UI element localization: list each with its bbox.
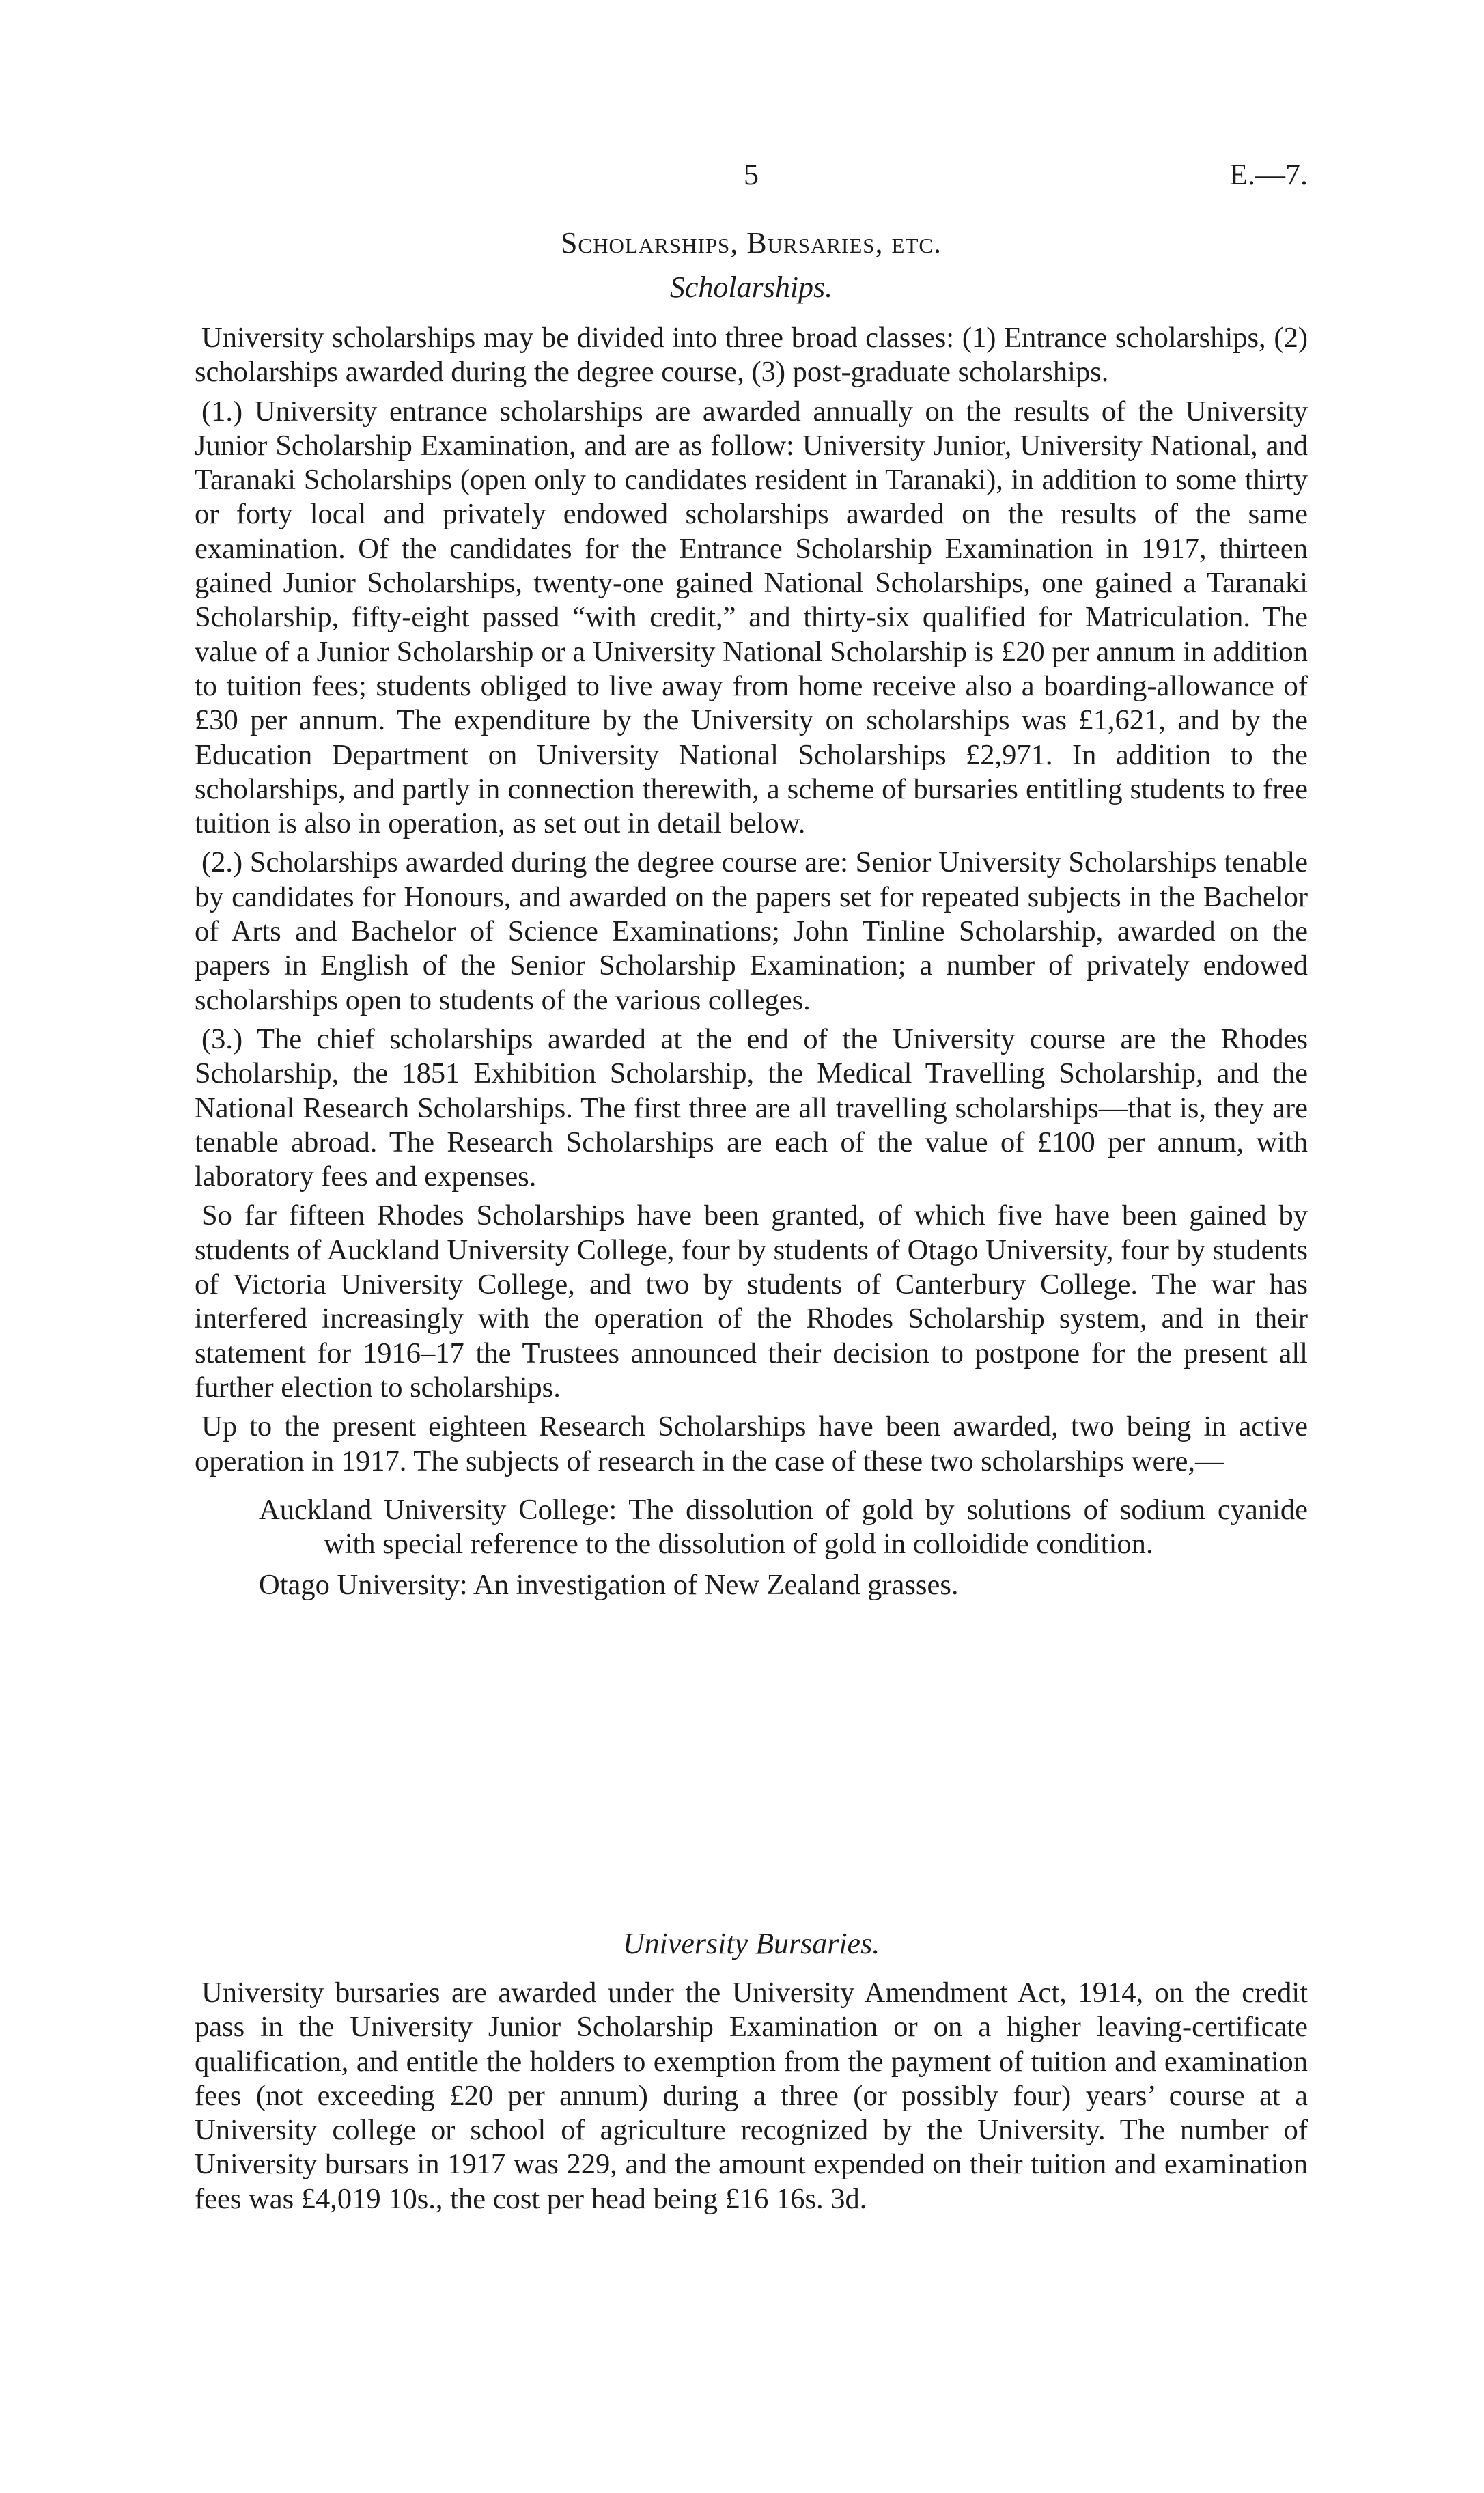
document-reference: E.—7. — [1229, 158, 1308, 191]
bursaries-body — [195, 1976, 1308, 2221]
bursaries-heading: University Bursaries. — [622, 1927, 880, 1960]
paragraph-entrance-scholarships: (1.) University entrance scholarships are awarded annually on the results of the University Junior Scholarship Examination, and are as follow: University Junior, University National, and Taranaki Scholarships (open only to candidates resident in Taranaki), in addition to some thirty or forty local and privately endowed scholarships awarded on the results of the same examination. Of the candidates for the Entrance Scholarship Examination in 1917, thirteen gained Junior Scholarships, twenty-one gained National Scholarships, one gained a Taranaki Scholarship, fifty-eight passed “with credit,” and thirty-six qualified for Matriculation. The value of a Junior Scholarship or a University National Scholarship is £20 per annum in addition to tuition fees; students obliged to live away from home receive also a boarding-allowance of £30 per annum. The expenditure by the University on scholarships was £1,621, and by the Education Department on University National Scholarships £2,971. In addition to the scholarships, and partly in connection therewith, a scheme of bursaries entitling students to free tuition is also in operation, as set out in detail below. — [195, 395, 1308, 840]
paragraph-rhodes-scholarships: So far fifteen Rhodes Scholarships have been granted, of which five have been gained by students of Auckland University College, four by students of Otago University, four by students of Victoria University College, and two by students of Canterbury College. The war has interfered increasingly with the operation of the Rhodes Scholarship system, and in their statement for 1916–17 the Trustees announced their decision to postpone for the present all further election to scholarships. — [195, 1199, 1308, 1404]
scholarships-heading: Scholarships. — [669, 270, 833, 304]
paragraph-postgraduate-scholarships: (3.) The chief scholarships awarded at the end of the University course are the Rhodes Scholarship, the 1851 Exhibition Scholarship, the Medical Travelling Scholarship, and the National Research Scholarships. The first three are all travelling scholarships—that is, they are tenable abroad. The Research Scholarships are each of the value of £100 per annum, with laboratory fees and expenses. — [195, 1022, 1308, 1193]
scholarships-body — [195, 321, 1308, 1610]
paragraph-research-scholarships: Up to the present eighteen Research Scholarships have been awarded, two being in active operation in 1917. The subjects of research in the case of these two scholarships were,— — [195, 1410, 1308, 1477]
paragraph-bursaries: University bursaries are awarded under the University Amendment Act, 1914, on the credit pass in the University Junior Scholarship Examination or on a higher leaving-certificate qualification, and entitle the holders to exemption from the payment of tuition and examination fees (not exceeding £20 per annum) during a three (or possibly four) years’ course at a University college or school of agriculture recognized by the University. The number of University bursars in 1917 was 229, and the amount expended on their tuition and examination fees was £4,019 10s., the cost per head being £16 16s. 3d. — [195, 1977, 1308, 2215]
section-title: Scholarships, Bursaries, etc. — [560, 226, 942, 260]
paragraph-degree-course-scholarships: (2.) Scholarships awarded during the degree course are: Senior University Scholarships tenable by candidates for Honours, and awarded on the papers set for repeated subjects in the Bachelor of Arts and Bachelor of Science Examinations; John Tinline Scholarship, awarded on the papers in English of the Senior Scholarship Examination; a number of privately endowed scholarships open to students of the various colleges. — [195, 846, 1308, 1016]
paragraph-intro: University scholarships may be divided into three broad classes: (1) Entrance scholarships, (2) scholarships awarded during the degree course, (3) post-graduate scholarships. — [195, 322, 1308, 389]
page-number: 5 — [744, 158, 759, 191]
research-subject-otago: Otago University: An investigation of New Zealand grasses. — [259, 1569, 959, 1602]
research-subject-auckland: Auckland University College: The dissolution of gold by solutions of sodium cyanide with special reference to the dissolution of gold in colloidide condition. — [259, 1493, 1308, 1561]
page-header — [195, 152, 1308, 199]
